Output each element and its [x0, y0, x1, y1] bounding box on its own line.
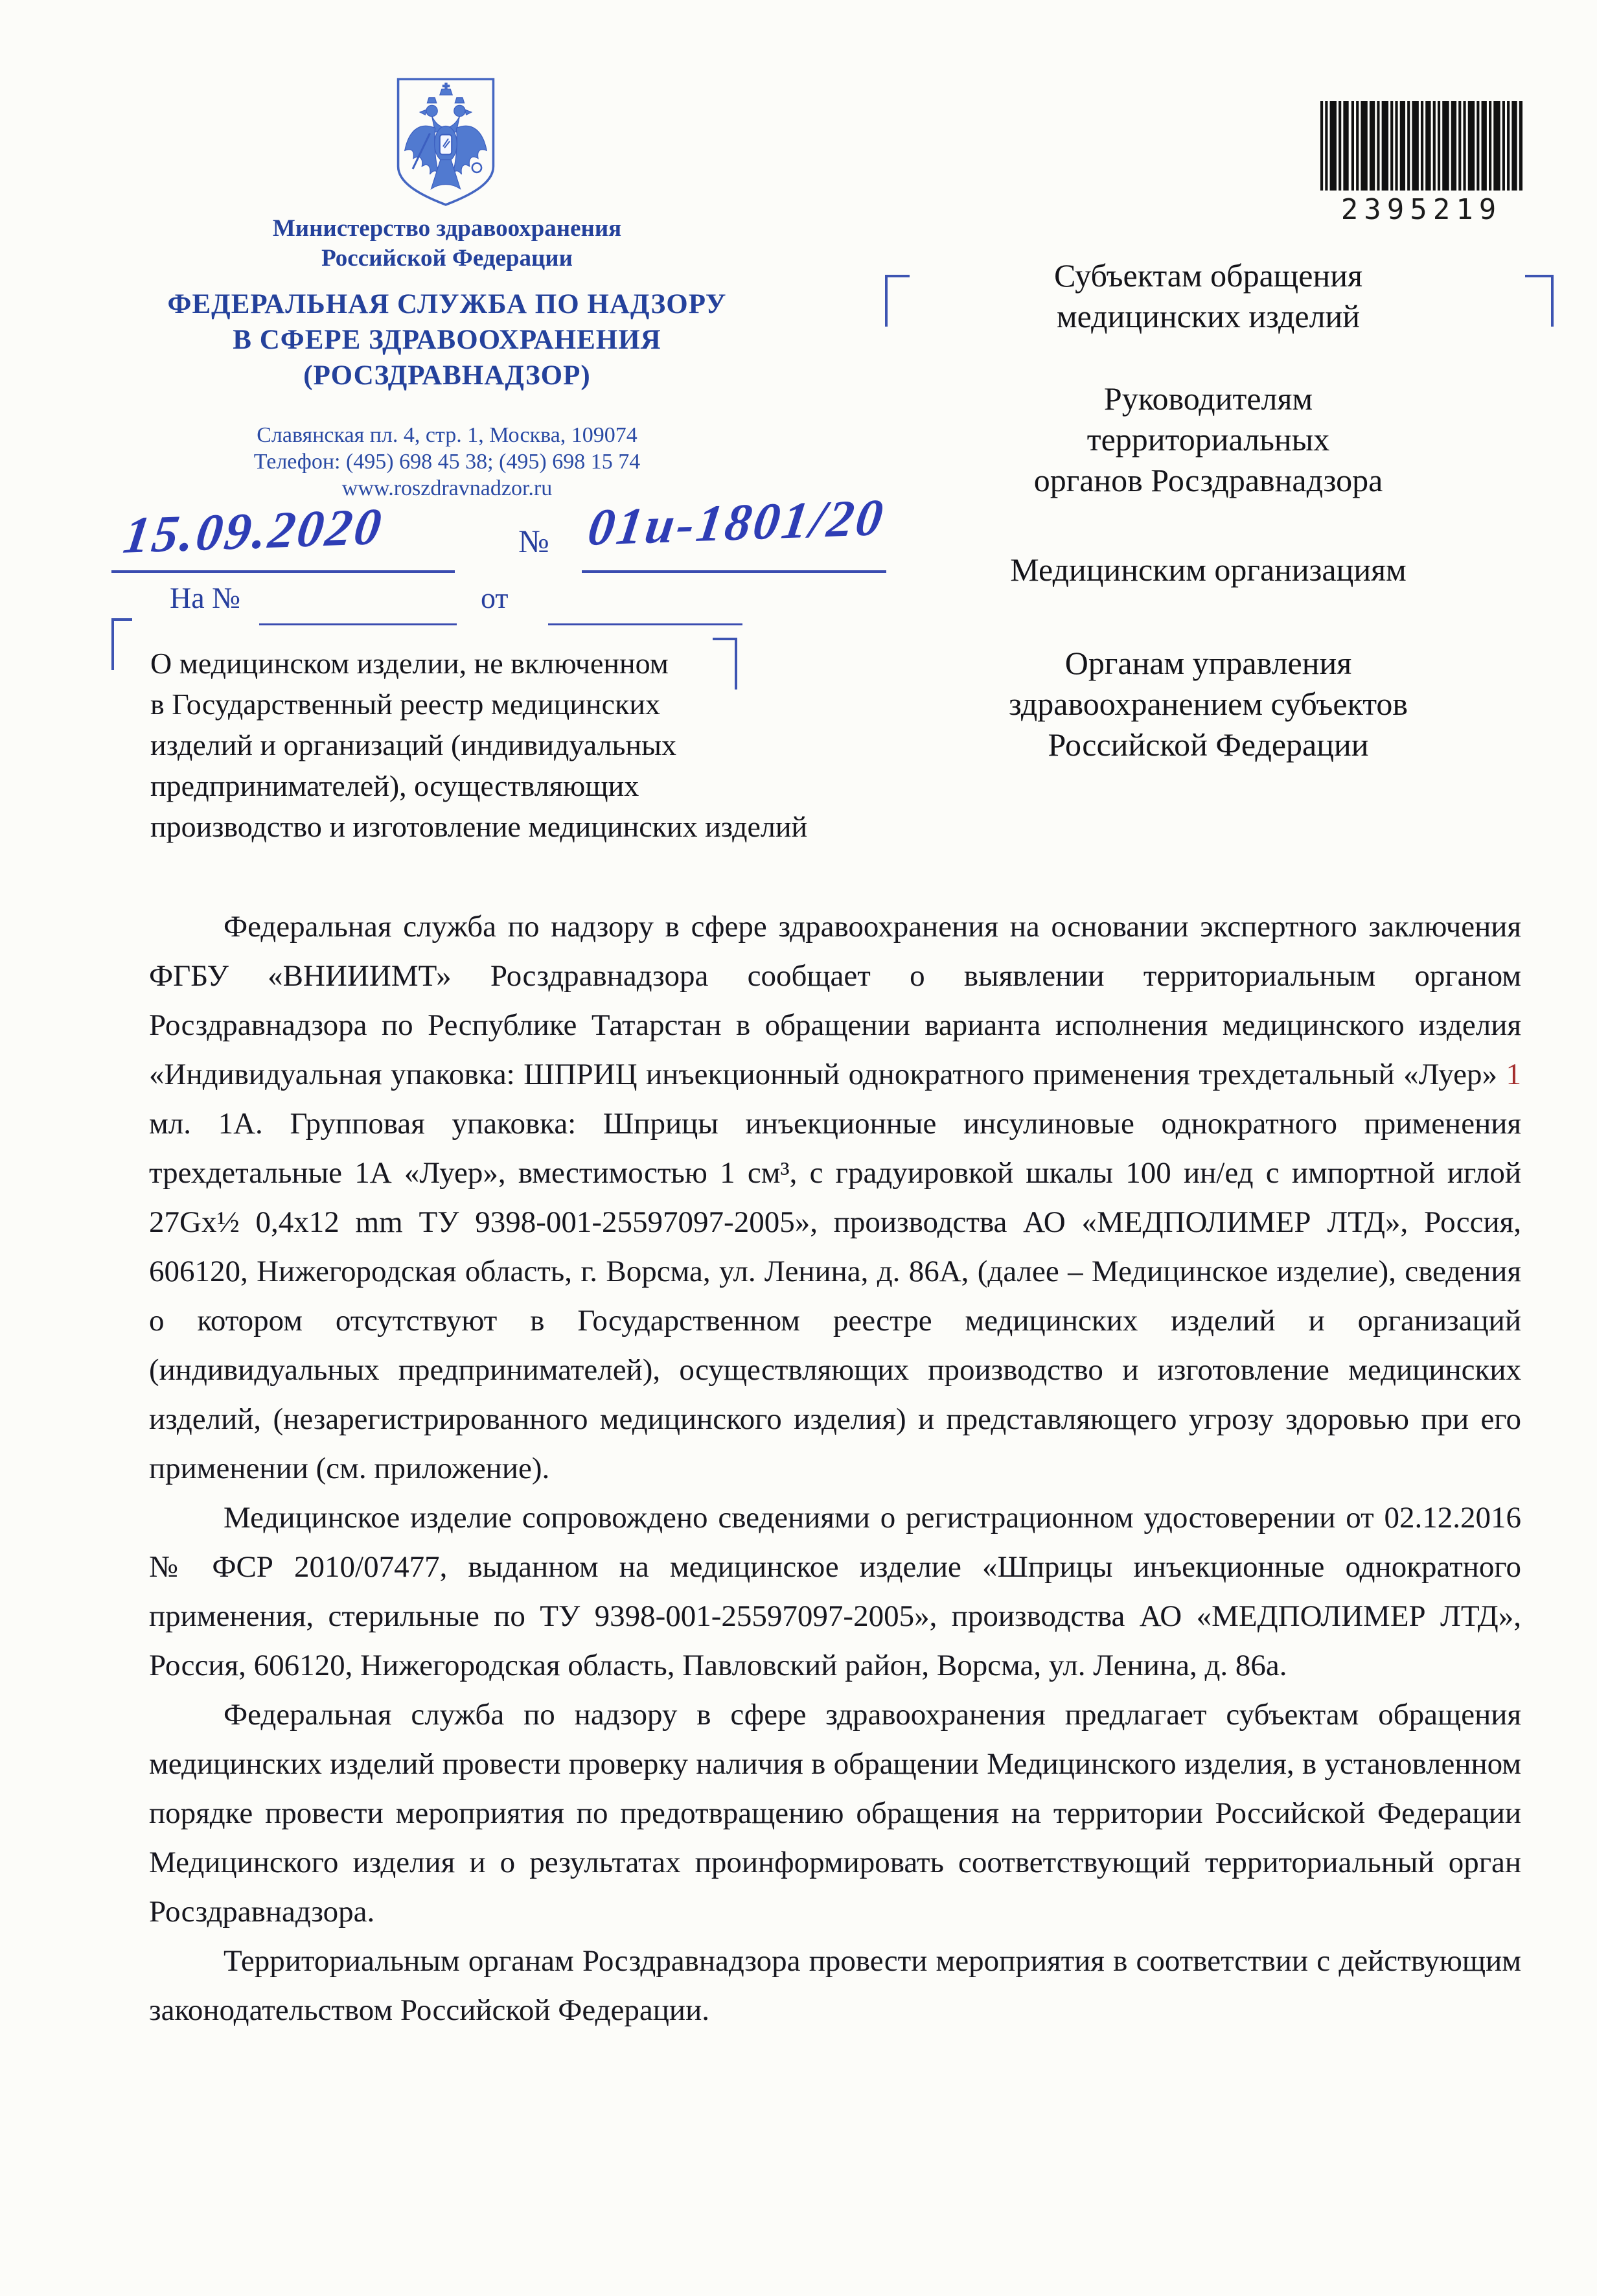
letter-body [149, 902, 1521, 2035]
service-line-1: ФЕДЕРАЛЬНАЯ СЛУЖБА ПО НАДЗОРУ [167, 289, 727, 319]
paragraph-4: Территориальным органам Росздравнадзора провести мероприятия в соответствии с действующим законодательством Российской Федерации. [149, 1944, 1521, 2027]
service-line-2: В СФЕРЕ ЗДРАВООХРАНЕНИЯ [233, 325, 661, 355]
barcode-number: 2395219 [1340, 193, 1502, 226]
addressee-line: Субъектам обращения [1054, 257, 1362, 294]
reply-from-label: от [481, 581, 509, 614]
addressee-line: здравоохранением субъектов [1008, 686, 1408, 722]
paragraph-3: Федеральная служба по надзору в сфере здравоохранения предлагает субъектам обращения медицинских изделий провести проверку наличия в обращении Медицинского изделия, в установленном порядке провести мероприятия по предотвращению обращения на территории Российской Федерации Медицинского изделия и о результатах проинформировать соответствующий территориальный орган Росздравнадзора. [149, 1698, 1521, 1929]
addressee-block-health-authorities [881, 643, 1535, 765]
sender-header [110, 214, 784, 502]
postal-address: Славянская пл. 4, стр. 1, Москва, 109074 [257, 423, 638, 447]
subject-corner-bracket-left [111, 618, 132, 670]
contact-block [110, 422, 784, 502]
reply-to-label: На № [170, 581, 241, 614]
addressee-line: Медицинским организациям [1010, 551, 1407, 588]
handwritten-outgoing-number: 01и-1801/20 [584, 489, 889, 557]
addressee-block-subjects [881, 255, 1535, 337]
subject-line: О медицинском изделии, не включенном [150, 647, 669, 680]
reply-number-underline [259, 623, 457, 625]
number-underline [582, 570, 886, 573]
addressee-line: Органам управления [1064, 645, 1352, 681]
date-underline [111, 570, 455, 573]
website: www.roszdravnadzor.ru [341, 476, 553, 500]
coat-of-arms-icon [393, 75, 499, 207]
addressee-block-medical-organizations [881, 550, 1535, 590]
subject-line: изделий и организаций (индивидуальных [150, 728, 677, 761]
addressee-line: Руководителям [1103, 380, 1313, 417]
ministry-line-1: Министерство здравоохранения [272, 215, 622, 242]
addressee-block-territorial-heads [881, 378, 1535, 501]
reply-date-underline [548, 623, 742, 625]
addressee-line: Российской Федерации [1048, 726, 1369, 763]
handwritten-date: 15.09.2020 [120, 498, 387, 564]
paragraph-2: Медицинское изделие сопровождено сведениями о регистрационном удостоверении от 02.12.2016 № ФСР 2010/07477, выданном на медицинское изделие «Шприцы инъекционные однократного применения, стерильные по ТУ 9398-001-25597097-2005», производства АО «МЕДПОЛИМЕР ЛТД», Россия, 606120, Нижегородская область, Павловский район, Ворсма, ул. Ленина, д. 86а. [149, 1501, 1521, 1682]
ministry-line-2: Российской Федерации [321, 245, 573, 272]
paragraph-1-text-continued: мл. 1А. Групповая упаковка: Шприцы инъекционные инсулиновые однократного применения трехдетальные 1А «Луер», вместимостью 1 см³, с градуировкой шкалы 100 ин/ед с импортной иглой 27Gx½ 0,4x12 mm ТУ 9398-001-25597097-2005», производства АО «МЕДПОЛИМЕР ЛТД», Россия, 606120, Нижегородская область, г. Ворсма, ул. Ленина, д. 86А, (далее – Медицинское изделие), сведения о котором отсутствуют в Государственном реестре медицинских изделий и организаций (индивидуальных предпринимателей), осуществляющих производство и изготовление медицинских изделий, (незарегистрированного медицинского изделия) и представляющего угрозу здоровью при его применении (см. приложение). [149, 1107, 1521, 1485]
paragraph-1-red-digit: 1 [1506, 1058, 1521, 1091]
barcode [1320, 101, 1522, 191]
paragraph-1-text: Федеральная служба по надзору в сфере здравоохранения на основании экспертного заключения ФГБУ «ВНИИИМТ» Росздравнадзора сообщает о выявлении территориальным органом Росздравнадзора по Республике Татарстан в обращении варианта исполнения медицинского изделия «Индивидуальная упаковка: ШПРИЦ инъекционный однократного применения трехдетальный «Луер» [149, 910, 1521, 1091]
addressee-line: территориальных [1086, 421, 1330, 458]
addressee-line: органов Росздравнадзора [1033, 462, 1383, 498]
subject-line: в Государственный реестр медицинских [150, 688, 661, 721]
service-line-3: (РОСЗДРАВНАДЗОР) [303, 360, 591, 391]
addressee-line: медицинских изделий [1056, 298, 1361, 334]
number-sign: № [518, 523, 549, 559]
service-name [110, 286, 784, 393]
subject-line: предпринимателей), осуществляющих [150, 769, 639, 802]
subject-line: производство и изготовление медицинских изделий [150, 810, 808, 843]
paragraph-1 [149, 902, 1521, 1493]
phone-numbers: Телефон: (495) 698 45 38; (495) 698 15 74 [253, 450, 641, 474]
